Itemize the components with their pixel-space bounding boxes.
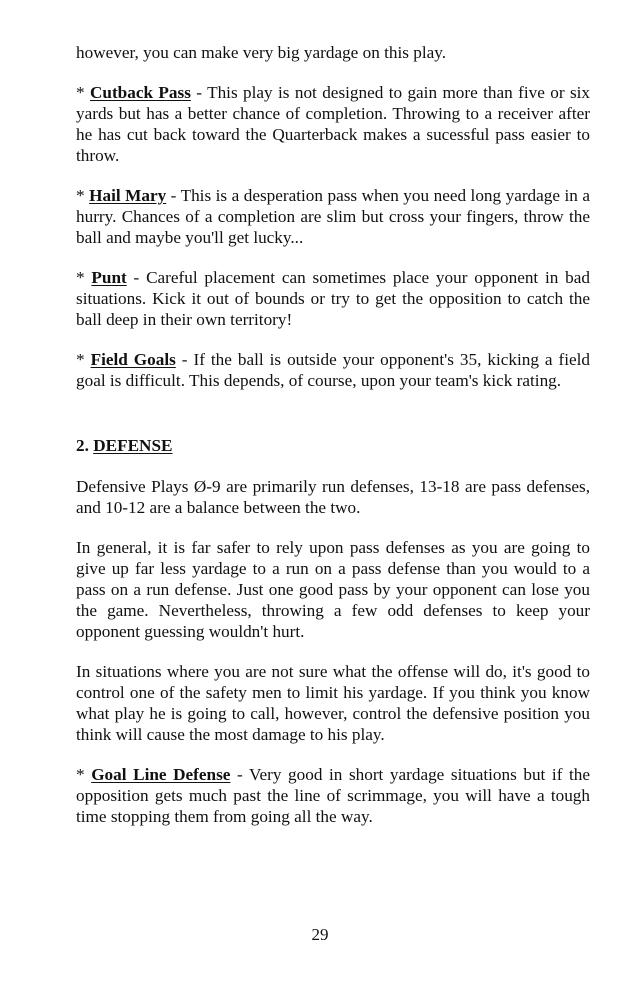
- play-description: - If the ball is outside your opponent's 35, kicking a field goal is difficult. This depends, of course, upon your team's kick rating.: [76, 350, 590, 390]
- manual-page: [76, 42, 590, 846]
- defense-paragraph-situations: In situations where you are not sure what the offense will do, it's good to control one of the safety men to limit his yardage. If you think you know what play he is going to call, however, control the defensive position you think will cause the most damage to his play.: [76, 662, 590, 744]
- play-punt: [76, 267, 590, 330]
- page-number: 29: [311, 925, 329, 944]
- bullet-marker: *: [76, 186, 85, 205]
- play-term-punt: Punt: [91, 268, 127, 287]
- section-number: 2.: [76, 436, 89, 455]
- section-heading-defense: [76, 435, 590, 456]
- play-description: - Careful placement can sometimes place your opponent in bad situations. Kick it out of bounds or try to get the opposition to catch the ball deep in their own territory!: [76, 268, 590, 329]
- defense-paragraph-general: In general, it is far safer to rely upon pass defenses as you are going to give up far less yardage to a run on a pass defense than you would to a pass on a run defense. Just one good pass by your opponent can lose you the game. Nevertheless, throwing a few odd defenses to keep your opponent guessing wouldn't hurt.: [76, 538, 590, 641]
- offense-intro-paragraph: however, you can make very big yardage on this play.: [76, 43, 446, 62]
- play-goal-line-defense: [76, 764, 590, 827]
- play-description: - This play is not designed to gain more than five or six yards but has a better chance of completion. Throwing to a receiver after he has cut back toward the Quarterback makes a sucessful pass easier to throw.: [76, 83, 591, 165]
- play-description: - This is a desperation pass when you need long yardage in a hurry. Chances of a completion are slim but cross your fingers, throw the ball and maybe you'll get lucky...: [76, 186, 590, 247]
- play-hail-mary: [76, 185, 590, 248]
- play-description: - Very good in short yardage situations but if the opposition gets much past the line of scrimmage, you will have a tough time stopping them from going all the way.: [76, 765, 591, 826]
- defense-paragraph-plays: Defensive Plays Ø-9 are primarily run defenses, 13-18 are pass defenses, and 10-12 are a balance between the two.: [76, 477, 590, 517]
- bullet-marker: *: [76, 268, 85, 287]
- section-title: DEFENSE: [93, 436, 173, 455]
- bullet-marker: *: [76, 83, 85, 102]
- play-field-goals: [76, 349, 590, 391]
- play-term-cutback-pass: Cutback Pass: [89, 83, 191, 102]
- bullet-marker: *: [76, 350, 85, 369]
- play-term-field-goals: Field Goals: [90, 350, 176, 369]
- play-term-hail-mary: Hail Mary: [89, 186, 167, 205]
- play-term-goal-line-defense: Goal Line Defense: [91, 765, 231, 784]
- play-cutback-pass: [76, 82, 590, 166]
- bullet-marker: *: [76, 765, 85, 784]
